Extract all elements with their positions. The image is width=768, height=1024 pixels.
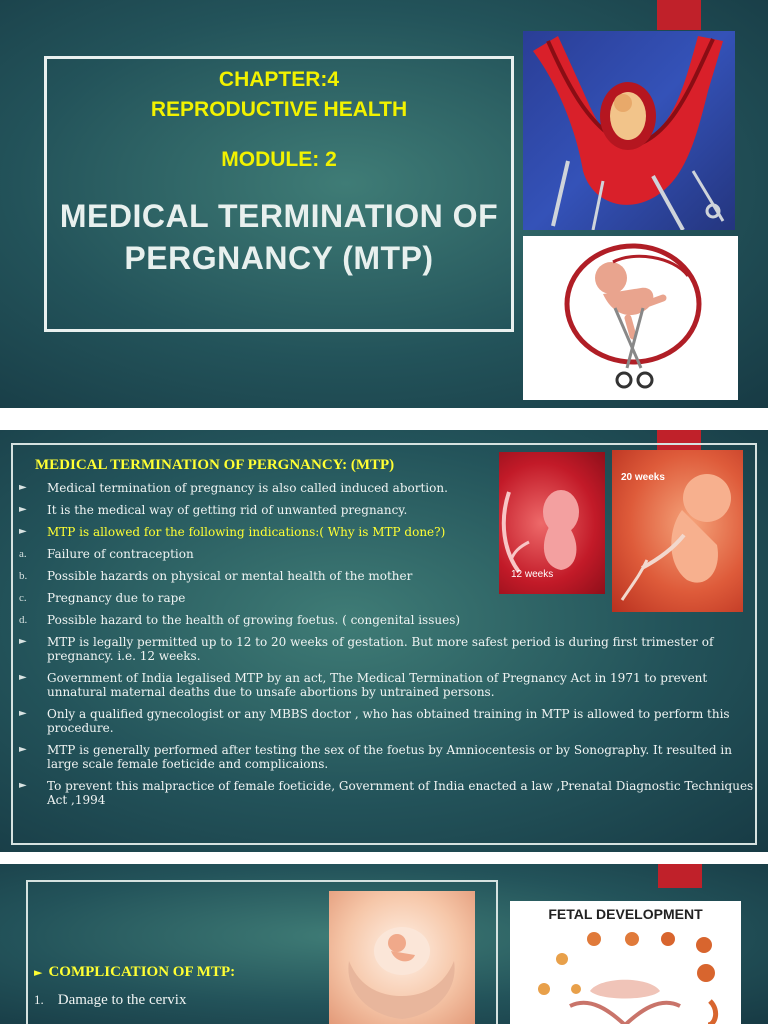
- fetal-development-title: FETAL DEVELOPMENT: [548, 906, 703, 922]
- fetus-20-weeks-image: [612, 450, 743, 612]
- title-box: [44, 56, 514, 332]
- hands-fetus-glow-image: [329, 891, 475, 1024]
- list-item: ► MTP is generally performed after testing the sex of the foetus by Amniocentesis or by Sonography. It resulted in large scale female foeticide and complicaions.: [19, 743, 732, 771]
- label-20-weeks: 20 weeks: [621, 472, 665, 483]
- slide-complications: [0, 864, 768, 1024]
- list-item-highlight: ► MTP is allowed for the following indications:( Why is MTP done?): [19, 525, 446, 539]
- page-title-line1: MEDICAL TERMINATION OF: [59, 198, 499, 234]
- page-title-line2: PERGNANCY (MTP): [124, 240, 434, 276]
- list-item: ► Only a qualified gynecologist or any MBBS doctor , who has obtained training in MTP is allowed to perform this procedure.: [19, 707, 730, 735]
- list-item: ► To prevent this malpractice of female foeticide, Government of India enacted a law ,Prenatal Diagnostic Techniques Act ,1994: [19, 779, 754, 807]
- subject-label: REPRODUCTIVE HEALTH: [150, 98, 408, 121]
- list-item-d: d. Possible hazard to the health of growing foetus. ( congenital issues): [19, 613, 461, 627]
- list-item-a: a. Failure of contraception: [19, 547, 194, 561]
- red-tab-decoration: [658, 864, 702, 888]
- fetus-scissors-image: [523, 236, 738, 400]
- red-tab-decoration: [657, 0, 701, 30]
- section-heading: MEDICAL TERMINATION OF PERGNANCY: (MTP): [35, 457, 395, 473]
- module-label: MODULE: 2: [221, 148, 337, 171]
- list-item: ► Government of India legalised MTP by an act, The Medical Termination of Pregnancy Act in 1971 to prevent unnatural maternal deaths due to unsafe abortions by untrained persons.: [19, 671, 708, 699]
- list-item: ► MTP is legally permitted up to 12 to 20 weeks of gestation. But more safest period is during first trimester of pregnancy. i.e. 12 weeks.: [19, 635, 714, 663]
- slide-title: [0, 0, 768, 408]
- fetal-development-image: [510, 901, 741, 1024]
- fetus-12-weeks-image: [499, 452, 605, 594]
- list-item: ► It is the medical way of getting rid of unwanted pregnancy.: [19, 503, 408, 517]
- chapter-label: CHAPTER:4: [218, 68, 340, 91]
- slide-mtp-details: [0, 430, 768, 852]
- complication-heading: ► COMPLICATION OF MTP:: [34, 964, 236, 980]
- label-12-weeks: 12 weeks: [511, 569, 554, 580]
- list-item-c: c. Pregnancy due to rape: [19, 591, 186, 605]
- complication-item: 1. Damage to the cervix: [34, 992, 187, 1008]
- hands-fetus-image: [523, 31, 735, 230]
- list-item-b: b. Possible hazards on physical or mental health of the mother: [19, 569, 413, 583]
- list-item: ► Medical termination of pregnancy is also called induced abortion.: [19, 481, 448, 495]
